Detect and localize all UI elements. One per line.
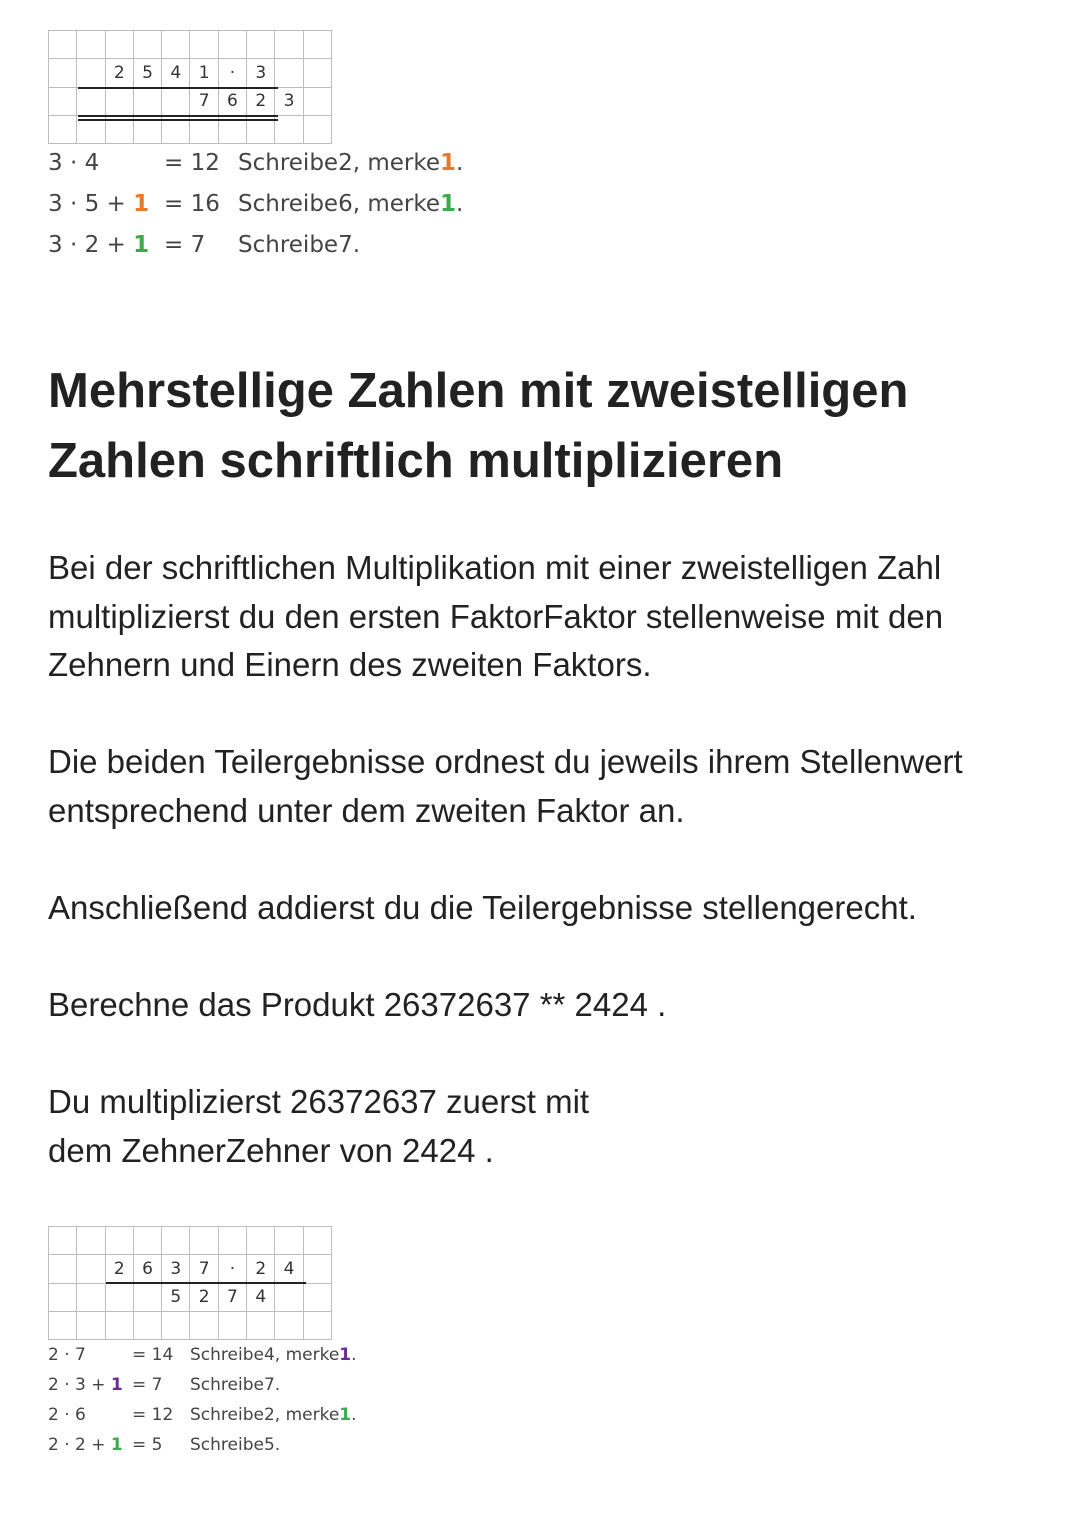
- grid-cell: [133, 87, 161, 115]
- step-result: = 5: [132, 1435, 163, 1455]
- step-carry-in: 1: [110, 1375, 123, 1395]
- grid-cell: [49, 1227, 77, 1255]
- step-factor: 2: [48, 1345, 59, 1365]
- step-factor: 2: [48, 1435, 59, 1455]
- step-digit: 7: [75, 1345, 86, 1365]
- example1-underline: [78, 87, 278, 89]
- grid-cell: 1: [190, 59, 218, 87]
- grid-cell: [105, 1311, 133, 1339]
- step-carry: 1: [439, 191, 456, 217]
- grid-cell: [105, 1227, 133, 1255]
- step-digit: 4: [84, 150, 100, 176]
- grid-cell: ·: [218, 1255, 246, 1283]
- grid-cell: [162, 1227, 190, 1255]
- step-digit: 2 +: [75, 1435, 111, 1455]
- step-factor: 2: [48, 1405, 59, 1425]
- grid-cell: [77, 87, 105, 115]
- grid-cell: [247, 31, 275, 59]
- grid-cell: [303, 1227, 331, 1255]
- step-result: = 12: [164, 150, 220, 176]
- grid-cell: 3: [247, 59, 275, 87]
- grid-cell: [247, 1311, 275, 1339]
- grid-cell: 2: [247, 1255, 275, 1283]
- grid-cell: 7: [218, 1283, 246, 1311]
- grid-cell: [133, 1227, 161, 1255]
- paragraph-intro: Bei der schriftlichen Multiplikation mit einer zweistelligen Zahl multiplizierst du den ersten FaktorFaktor stellenweise mit den Zehnern und Einern des zweiten Faktors.: [48, 549, 944, 683]
- grid-cell: 2: [247, 87, 275, 115]
- step-carry: 1: [339, 1345, 352, 1365]
- grid-cell: 7: [190, 1255, 218, 1283]
- step-carry-in: 1: [110, 1435, 123, 1455]
- grid-cell: [275, 1227, 303, 1255]
- step-result: = 7: [164, 232, 206, 258]
- grid-cell: 6: [133, 1255, 161, 1283]
- grid-cell: ·: [218, 59, 246, 87]
- step-digit: 2 +: [84, 232, 134, 258]
- grid-cell: 4: [247, 1283, 275, 1311]
- step-operator: ·: [62, 191, 85, 217]
- grid-cell: [133, 1283, 161, 1311]
- step-factor: 3: [48, 232, 63, 258]
- paragraph-task: Berechne das Produkt 26372637 ** 2424 .: [48, 986, 667, 1023]
- step-factor: 3: [48, 191, 63, 217]
- paragraph-step-line1: Du multiplizierst 26372637 zuerst mit: [48, 1083, 590, 1120]
- grid-cell: [77, 1227, 105, 1255]
- grid-cell: 7: [190, 87, 218, 115]
- step-operator: ·: [62, 150, 85, 176]
- step-end: .: [456, 191, 464, 217]
- grid-row: [49, 87, 332, 115]
- grid-row: [49, 59, 332, 87]
- grid-cell: [49, 1311, 77, 1339]
- step-instruction: Schreibe7.: [238, 232, 361, 258]
- example1-double-underline-bottom: [78, 119, 278, 121]
- step-instruction: Schreibe5.: [190, 1435, 281, 1455]
- grid-cell: [49, 87, 77, 115]
- grid-cell: [49, 1255, 77, 1283]
- step-instruction: Schreibe7.: [190, 1375, 281, 1395]
- step-end: .: [351, 1345, 357, 1365]
- paragraph-arrange: Die beiden Teilergebnisse ordnest du jeweils ihrem Stellenwert entsprechend unter dem zweiten Faktor an.: [48, 743, 963, 829]
- grid-cell: [162, 87, 190, 115]
- step-result: = 14: [132, 1345, 174, 1365]
- step-carry: 1: [439, 150, 456, 176]
- step-result: = 16: [164, 191, 220, 217]
- grid-cell: [162, 1311, 190, 1339]
- step-end: .: [456, 150, 464, 176]
- grid-cell: [190, 1227, 218, 1255]
- grid-row: [49, 1255, 332, 1283]
- grid-cell: [49, 59, 77, 87]
- step-factor: 3: [48, 150, 63, 176]
- step-carry-in: 1: [133, 191, 150, 217]
- grid-cell: [77, 31, 105, 59]
- step-result: = 7: [132, 1375, 163, 1395]
- step-end: .: [351, 1405, 357, 1425]
- step-factor: 2: [48, 1375, 59, 1395]
- grid-cell: 3: [275, 87, 303, 115]
- grid-cell: [303, 59, 331, 87]
- grid-cell: [105, 31, 133, 59]
- grid-cell: [247, 1227, 275, 1255]
- grid-cell: 6: [218, 87, 246, 115]
- grid-cell: [275, 115, 303, 143]
- step-carry: 1: [339, 1405, 352, 1425]
- step-instruction: Schreibe2, merke: [238, 150, 440, 176]
- grid-row: [49, 1283, 332, 1311]
- grid-cell: [275, 59, 303, 87]
- step-result: = 12: [132, 1405, 174, 1425]
- grid-cell: 4: [275, 1255, 303, 1283]
- grid-cell: 5: [162, 1283, 190, 1311]
- grid-cell: 2: [105, 59, 133, 87]
- page-title: Mehrstellige Zahlen mit zweistelligen Zahlen schriftlich multiplizieren: [48, 364, 909, 488]
- grid-cell: [275, 1283, 303, 1311]
- grid-cell: [218, 31, 246, 59]
- grid-cell: [133, 31, 161, 59]
- step-carry-in: 1: [133, 232, 150, 258]
- paragraph-step-line2: dem ZehnerZehner von 2424 .: [48, 1132, 494, 1169]
- step-operator: ·: [58, 1345, 76, 1365]
- grid-cell: [49, 31, 77, 59]
- grid-cell: [303, 31, 331, 59]
- step-operator: ·: [62, 232, 85, 258]
- step-digit: 3 +: [75, 1375, 111, 1395]
- grid-cell: [275, 1311, 303, 1339]
- grid-cell: [190, 31, 218, 59]
- grid-cell: [303, 1311, 331, 1339]
- grid-cell: [105, 1283, 133, 1311]
- grid-cell: [303, 1255, 331, 1283]
- grid-cell: [77, 1311, 105, 1339]
- grid-cell: [133, 1311, 161, 1339]
- grid-cell: [218, 1311, 246, 1339]
- step-instruction: Schreibe2, merke: [190, 1405, 340, 1425]
- grid-cell: 5: [133, 59, 161, 87]
- grid-cell: 2: [105, 1255, 133, 1283]
- grid-cell: [49, 1283, 77, 1311]
- grid-cell: [77, 59, 105, 87]
- step-instruction: Schreibe4, merke: [190, 1345, 340, 1365]
- grid-cell: [49, 115, 77, 143]
- grid-cell: [303, 1283, 331, 1311]
- step-operator: ·: [58, 1405, 76, 1425]
- grid-cell: 4: [162, 59, 190, 87]
- example2-underline: [106, 1282, 306, 1284]
- grid-cell: 3: [162, 1255, 190, 1283]
- grid-cell: [275, 31, 303, 59]
- grid-row: [49, 1311, 332, 1339]
- step-digit: 5 +: [84, 191, 134, 217]
- grid-cell: [105, 87, 133, 115]
- grid-cell: [77, 1283, 105, 1311]
- grid-row: [49, 31, 332, 59]
- step-operator: ·: [58, 1435, 76, 1455]
- step-operator: ·: [58, 1375, 76, 1395]
- grid-cell: [190, 1311, 218, 1339]
- grid-cell: [303, 87, 331, 115]
- step-digit: 6: [75, 1405, 86, 1425]
- grid-row: [49, 1227, 332, 1255]
- grid-cell: [77, 1255, 105, 1283]
- paragraph-add: Anschließend addierst du die Teilergebnisse stellengerecht.: [48, 889, 917, 926]
- grid-cell: [303, 115, 331, 143]
- grid-cell: 2: [190, 1283, 218, 1311]
- grid-cell: [218, 1227, 246, 1255]
- grid-cell: [162, 31, 190, 59]
- step-instruction: Schreibe6, merke: [238, 191, 440, 217]
- example1-double-underline-top: [78, 115, 278, 117]
